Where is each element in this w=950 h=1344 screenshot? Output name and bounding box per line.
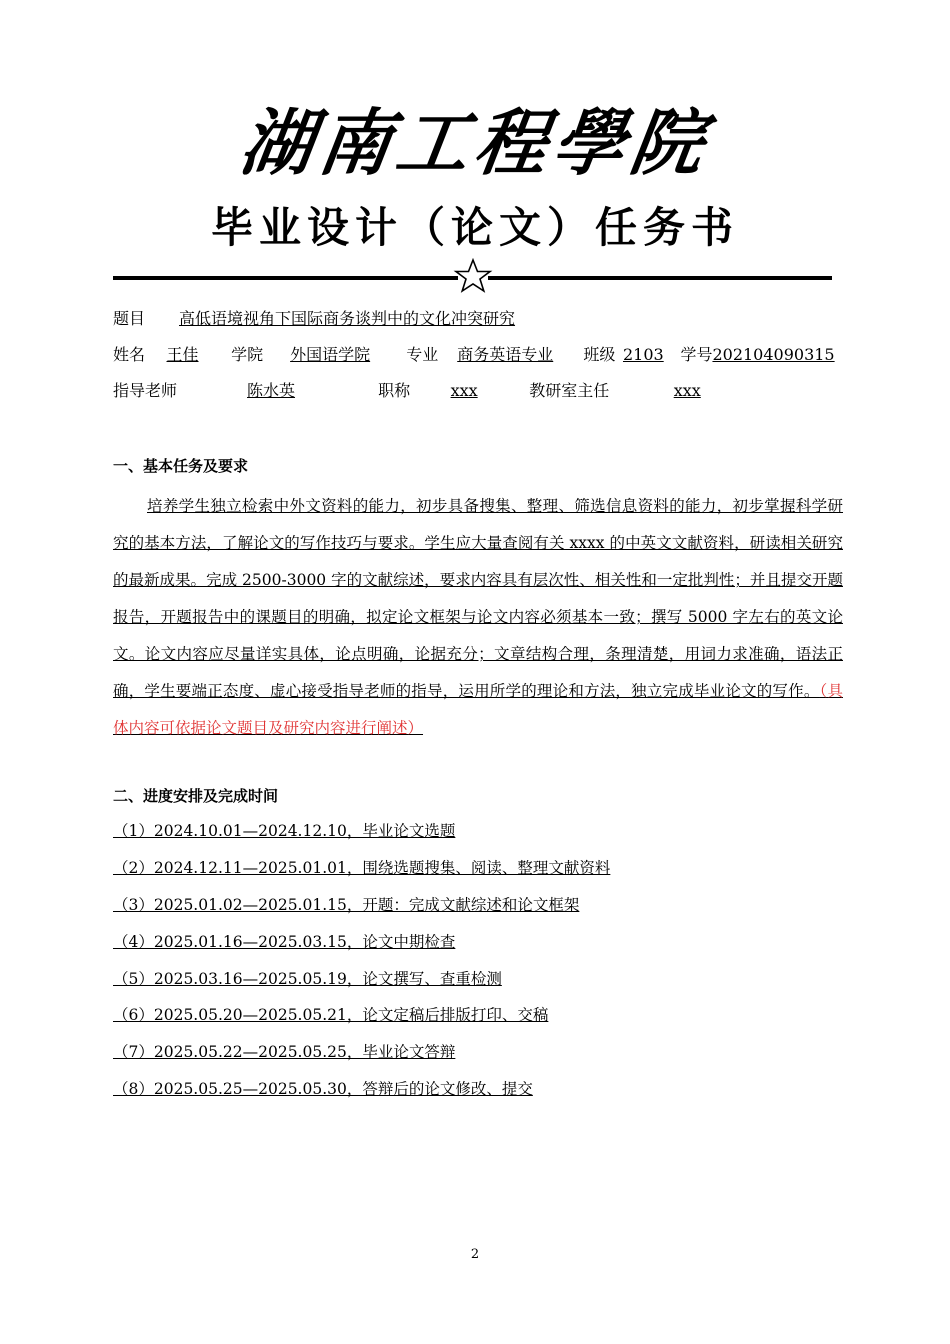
section-heading-basic-tasks: 一、基本任务及要求 [113,457,249,475]
title-rule-left [113,276,458,280]
schedule-item: （1）2024.10.01—2024.12.10，毕业论文选题 [113,822,456,840]
section-heading-schedule: 二、进度安排及完成时间 [113,787,279,805]
schedule-item: （3）2025.01.02—2025.01.15，开题：完成文献综述和论文框架 [113,896,580,914]
job-title-value: xxx [450,381,478,400]
college-value: 外国语学院 [290,345,371,364]
student-info-line [113,344,835,366]
class-label: 班级 [583,345,616,364]
task-note-text: （具体内容可依据论文题目及研究内容进行阐述） [113,682,843,737]
schedule-item: （2）2024.12.11—2025.01.01，围绕选题搜集、阅读、整理文献资料 [113,859,611,877]
director-label: 教研室主任 [529,381,610,400]
schedule-item: （8）2025.05.25—2025.05.30，答辩后的论文修改、提交 [113,1080,533,1098]
schedule-item: （4）2025.01.16—2025.03.15，论文中期检查 [113,933,456,951]
advisor-label: 指导老师 [113,381,178,400]
student-id-value: 202104090315 [712,345,835,364]
topic-value: 高低语境视角下国际商务谈判中的文化冲突研究 [179,309,516,328]
schedule-item: （6）2025.05.20—2025.05.21，论文定稿后排版打印、交稿 [113,1006,549,1024]
advisor-line [113,380,765,402]
school-logo-calligraphy: 湖南工程學院 [235,100,716,185]
topic-line [113,308,515,330]
major-label: 专业 [406,345,439,364]
topic-label: 题目 [113,309,146,328]
page-number: 2 [470,1247,480,1262]
name-value: 王佳 [166,345,199,364]
college-label: 学院 [231,345,264,364]
major-value: 商务英语专业 [457,345,554,364]
schedule-item: （5）2025.03.16—2025.05.19，论文撰写、查重检测 [113,970,502,988]
schedule-item: （7）2025.05.22—2025.05.25，毕业论文答辩 [113,1043,456,1061]
star-icon [453,258,493,294]
student-id-label: 学号 [680,345,713,364]
task-body-text: 培养学生独立检索中外文资料的能力，初步具备搜集、整理、筛选信息资料的能力，初步掌握科学研究的基本方法，了解论文的写作技巧与要求。学生应大量查阅有关 xxxx 的中英文文献资料，研读相关研究的最新成果。完成 2500-3000 字的文献综述，要求内容具有层次性、相关性和一定批判性；并且提交开题报告，开题报告中的课题目的明确，拟定论文框架与论文内容必须基本一致；撰写 5000 字左右的英文论文。论文内容应尽量详实具体，论点明确，论据充分；文章结构合理，条理清楚，用词力求准确，语法正确，学生要端正态度、虚心接受指导老师的指导，运用所学的理论和方法，独立完成毕业论文的写作。 [113,497,843,700]
class-value: 2103 [622,345,664,364]
advisor-value: 陈水英 [247,381,296,400]
director-value: xxx [673,381,701,400]
name-label: 姓名 [113,345,146,364]
task-requirements-paragraph [113,488,843,747]
document-title: 毕业设计（论文）任务书 [210,203,739,252]
job-title-label: 职称 [378,381,411,400]
title-rule-right [488,276,832,280]
